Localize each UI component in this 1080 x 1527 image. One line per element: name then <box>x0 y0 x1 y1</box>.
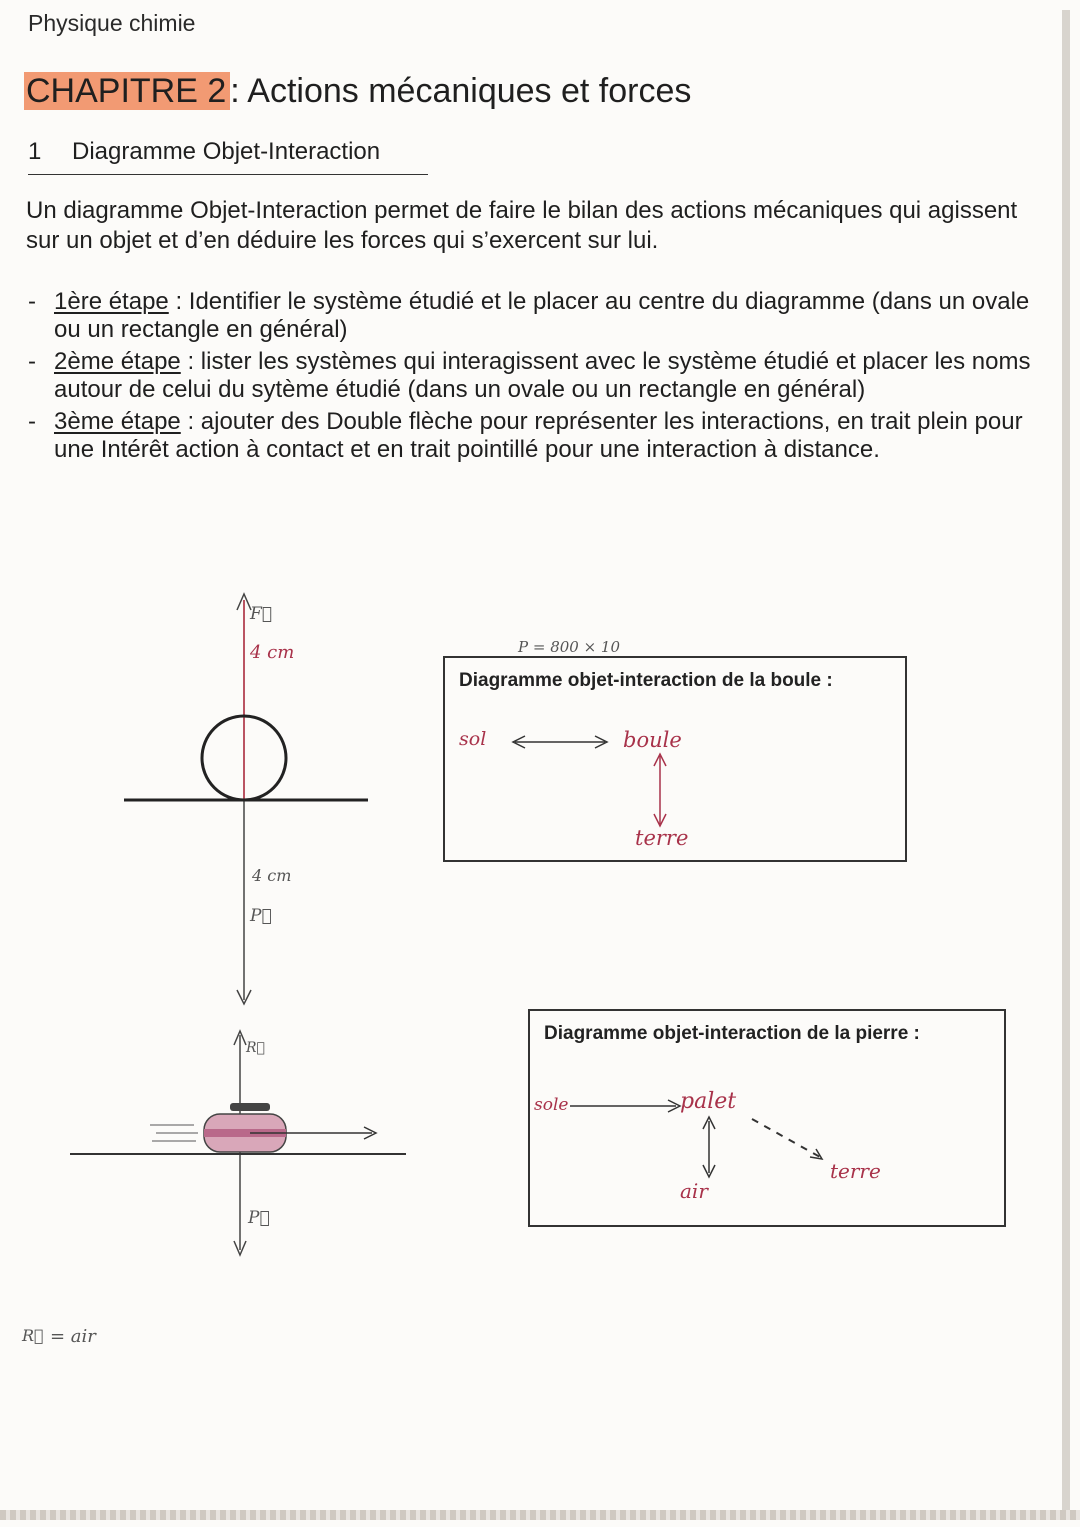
node-air: air <box>680 1179 708 1203</box>
step-text: : ajouter des Double flèche pour représenter les interactions, en trait plein pour une Intérêt action à contact et en trait pointillé pour une interaction à distance. <box>54 408 1023 463</box>
node-palet: palet <box>680 1089 737 1114</box>
step-text: : lister les systèmes qui interagissent avec le système étudié et placer les noms autour de celui du sytème étudié (dans un ovale ou un rectangle en général) <box>54 348 1031 403</box>
section-title: Diagramme Objet-Interaction <box>72 138 381 165</box>
length-top-label: 4 cm <box>250 642 295 663</box>
node-boule: boule <box>623 728 682 752</box>
force-r-label: R⃗ <box>246 1040 265 1056</box>
length-bottom-label: 4 cm <box>252 866 292 885</box>
stone-diagram-arrows <box>530 1011 1004 1223</box>
stone-handle <box>230 1103 270 1111</box>
section-underline <box>28 174 428 175</box>
step-text: : Identifier le système étudié et le placer au centre du diagramme (dans un ovale ou un rectangle en général) <box>54 288 1030 343</box>
subject-header: Physique chimie <box>28 10 196 36</box>
stone-diagram-title: Diagramme objet-interaction de la pierre : <box>544 1023 920 1044</box>
step-item: - 3ème étape : ajouter des Double flèche pour représenter les interactions, en trait plein pour une Intérêt action à contact et en trait pointillé pour une interaction à distance. <box>28 408 1023 463</box>
footnote-symbol: R⃗ <box>22 1326 44 1345</box>
node-terre: terre <box>830 1159 881 1183</box>
force-f-label: F⃗ <box>250 604 272 624</box>
intro-paragraph: Un diagramme Objet-Interaction permet de faire le bilan des actions mécaniques qui agissent sur un objet et d’en déduire les forces qui s’exercent sur lui. <box>26 197 1018 254</box>
step-label: 2ème étape <box>54 348 181 375</box>
step-item: - 2ème étape : lister les systèmes qui interagissent avec le système étudié et placer les noms autour de celui du sytème étudié (dans un ovale ou un rectangle en général) <box>28 348 1031 403</box>
stone-diagram-box <box>528 1009 1006 1227</box>
section-number: 1 <box>28 138 42 165</box>
ball-diagram-title: Diagramme objet-interaction de la boule : <box>459 670 833 691</box>
step-label: 3ème étape <box>54 408 181 435</box>
ball-diagram-arrows <box>445 658 905 858</box>
stone-force-figure <box>60 1025 420 1260</box>
ball-diagram-box <box>443 656 907 862</box>
node-terre: terre <box>635 826 689 850</box>
chapter-heading: : Actions mécaniques et forces <box>230 72 692 110</box>
weight-note: P = 800 × 10 <box>518 638 621 656</box>
stone-force-p-label: P⃗ <box>248 1208 270 1228</box>
section-heading <box>28 138 380 166</box>
page-edge-shadow <box>1062 10 1070 1510</box>
footnote-equation: = air <box>50 1326 96 1347</box>
node-sole: sole <box>534 1095 569 1115</box>
page-bottom-edge <box>0 1510 1080 1520</box>
chapter-label: CHAPITRE 2 <box>24 72 230 110</box>
steps-list <box>28 288 1058 468</box>
chapter-title <box>24 72 691 111</box>
step-item: - 1ère étape : Identifier le système étudié et le placer au centre du diagramme (dans un ovale ou un rectangle en général) <box>28 288 1030 343</box>
force-p-label: P⃗ <box>250 906 272 926</box>
step-label: 1ère étape <box>54 288 169 315</box>
node-sol: sol <box>459 728 487 750</box>
